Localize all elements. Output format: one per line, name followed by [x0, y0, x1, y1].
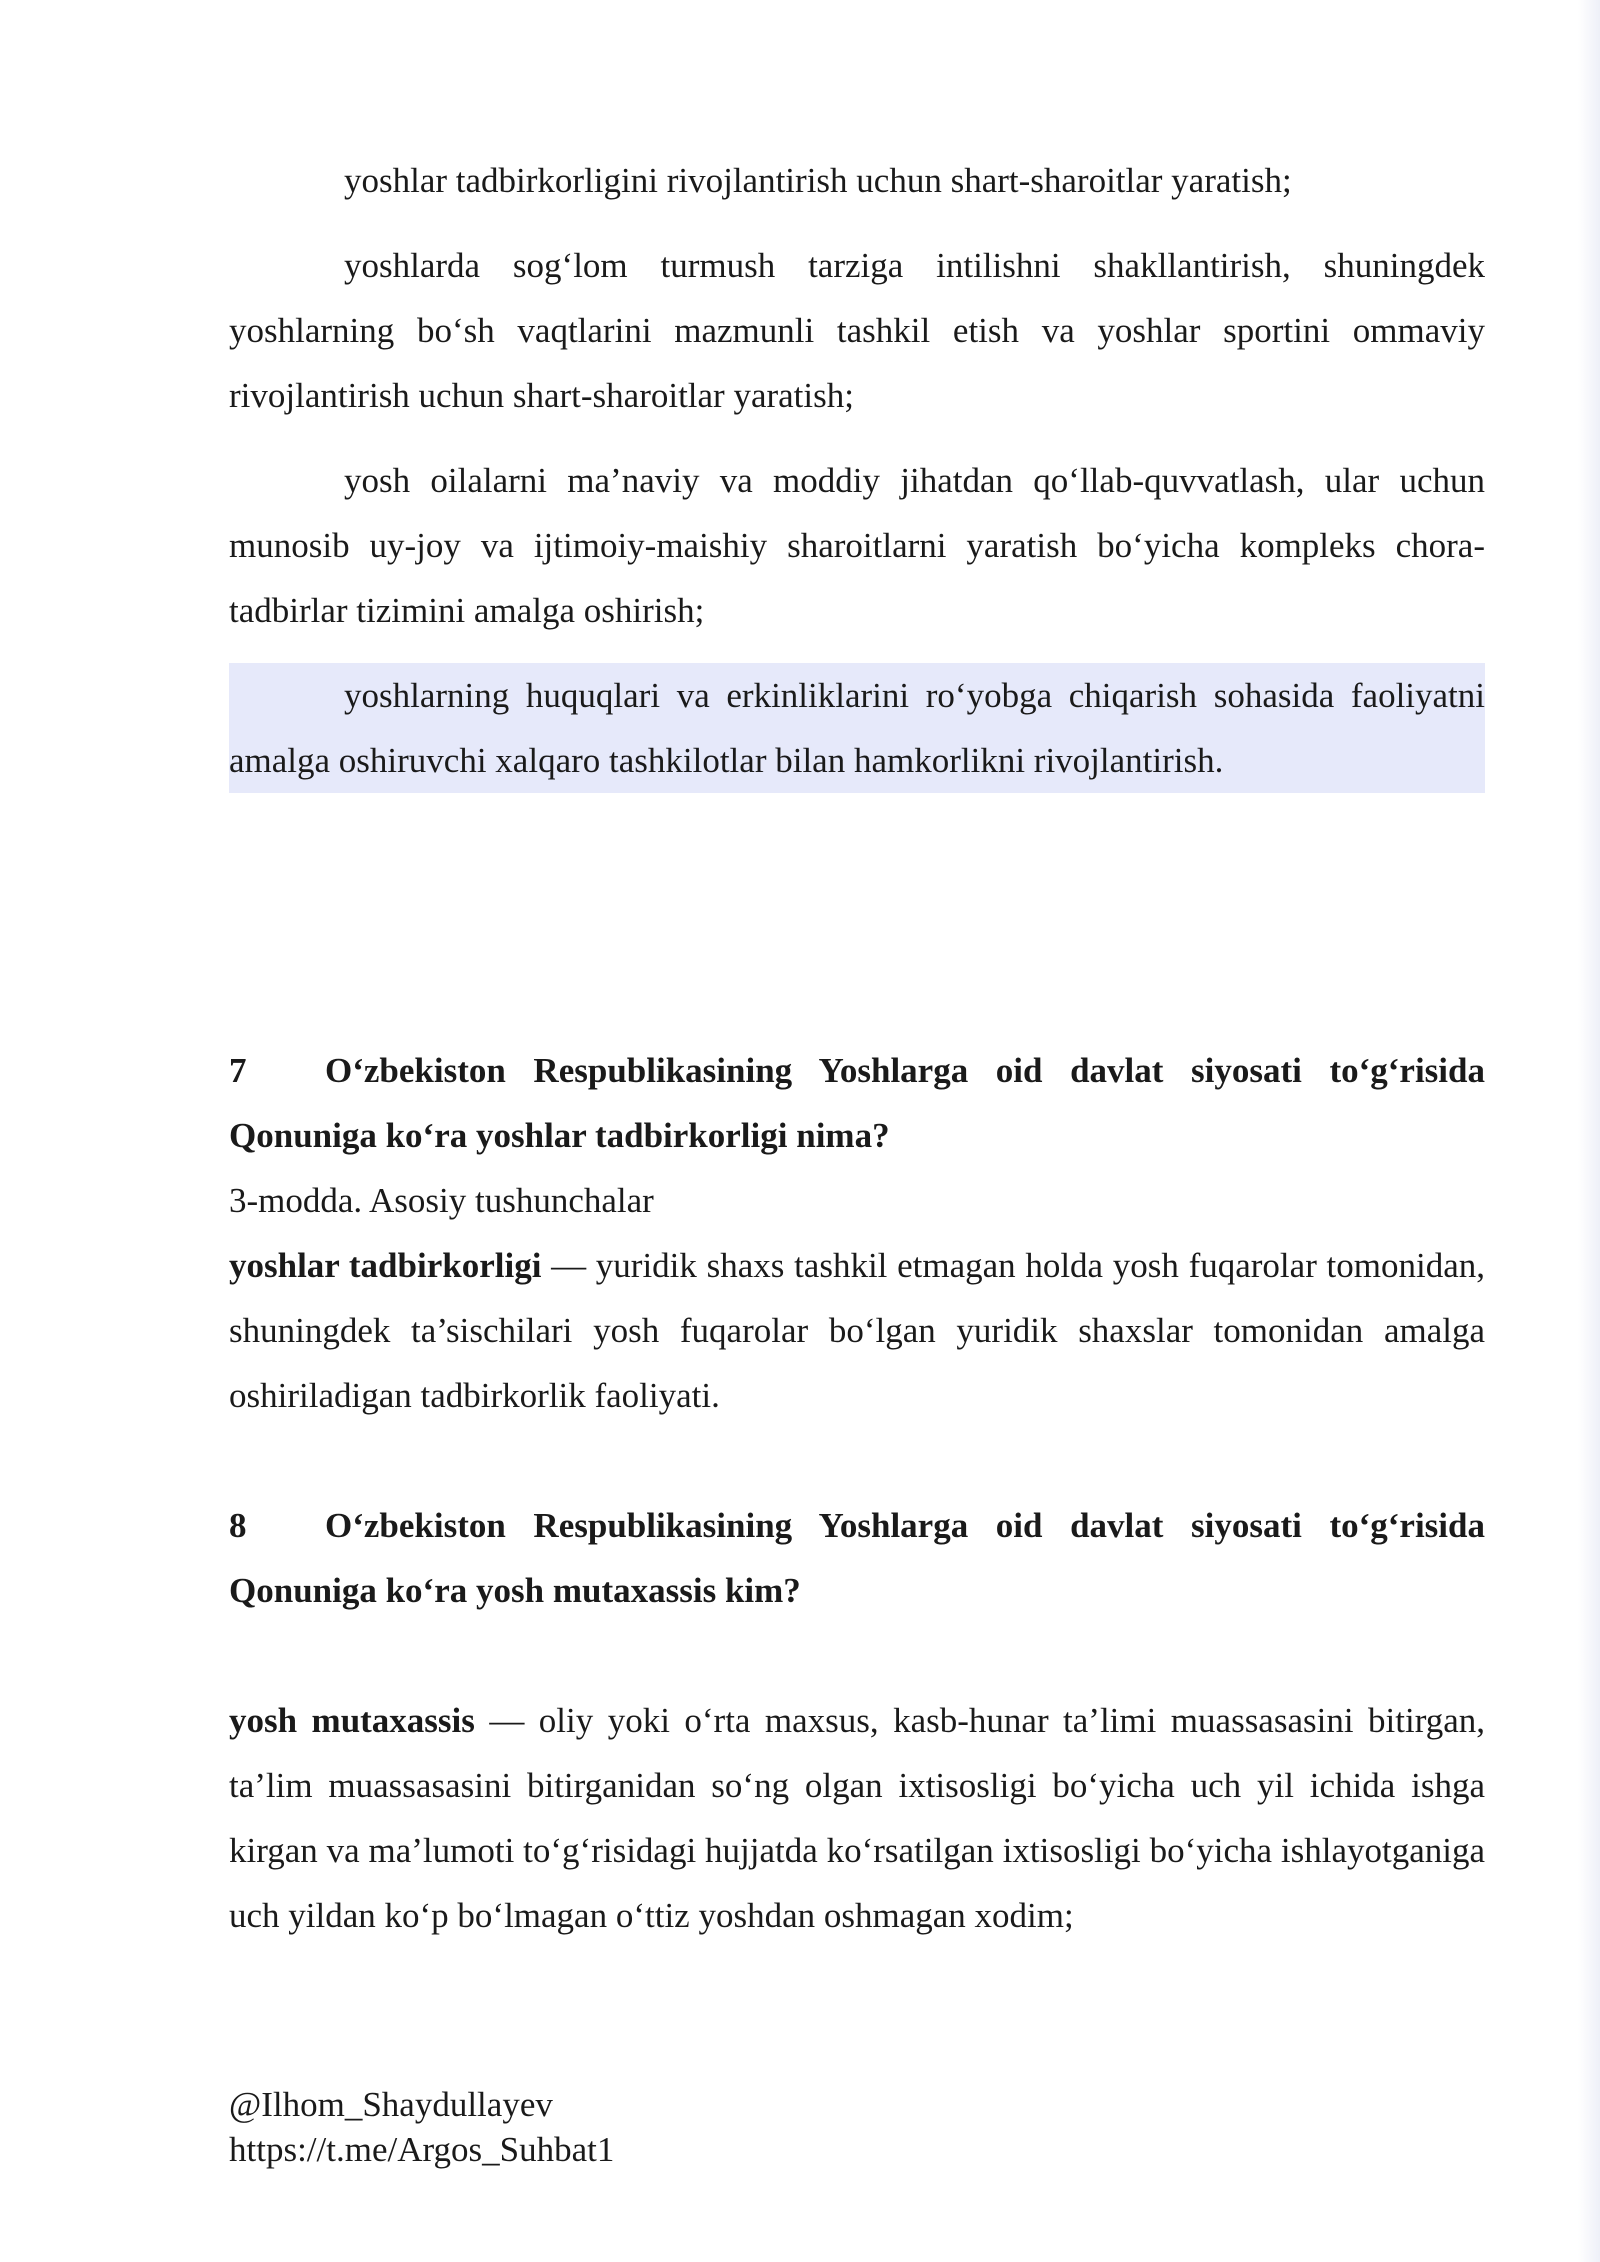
definition-text: — yuridik shaxs tashkil etmagan holda yosh fuqarolar tomonidan, shuningdek ta’sischilari yosh fuqarolar bo‘lgan yuridik shaxslar tomonidan amalga oshiriladigan tadbirkorlik faoliyati.: [229, 1246, 1485, 1415]
question-7-text: O‘zbekiston Respublikasining Yoshlarga oid davlat siyosati to‘g‘risida Qonuniga ko‘ra yoshlar tadbirkorligi nima?: [229, 1051, 1485, 1155]
footer-link[interactable]: https://t.me/Argos_Suhbat1: [229, 2130, 615, 2169]
section-gap: [229, 1623, 1485, 1688]
question-7: [229, 1038, 1485, 1168]
definition-youth-entrepreneurship: [229, 1233, 1485, 1428]
question-8-number: 8: [229, 1506, 247, 1545]
paragraph-young-families: yosh oilalarni ma’naviy va moddiy jihatdan qo‘llab-quvvatlash, ular uchun munosib uy-joy va ijtimoiy-maishiy sharoitlarni yaratish bo‘yicha kompleks chora-tadbirlar tizimini amalga oshirish;: [229, 461, 1485, 630]
definition-term: yosh mutaxassis: [229, 1701, 475, 1740]
question-8-text: O‘zbekiston Respublikasining Yoshlarga oid davlat siyosati to‘g‘risida Qonuniga ko‘ra yosh mutaxassis kim?: [229, 1506, 1485, 1610]
footer-handle: @Ilhom_Shaydullayev: [229, 2085, 553, 2124]
paragraph-healthy-lifestyle: yoshlarda sog‘lom turmush tarziga intilishni shakllantirish, shuningdek yoshlarning bo‘sh vaqtlarini mazmunli tashkil etish va yoshlar sportini ommaviy rivojlantirish uchun shart-sharoitlar yaratish;: [229, 246, 1485, 415]
section-gap: [229, 813, 1485, 1038]
question-7-number: 7: [229, 1051, 247, 1090]
question-8: [229, 1493, 1485, 1623]
page-edge-shade: [1578, 0, 1600, 2262]
paragraph-youth-entrepreneurship-conditions: yoshlar tadbirkorligini rivojlantirish uchun shart-sharoitlar yaratish;: [344, 161, 1292, 200]
definition-text: — oliy yoki o‘rta maxsus, kasb-hunar ta’limi muassasasini bitirgan, ta’lim muassasasini bitirganidan so‘ng olgan ixtisosligi bo‘yicha uch yil ichida ishga kirgan va ma’lumoti to‘g‘risidagi hujjatda ko‘rsatilgan ixtisosligi bo‘yicha ishlayotganiga uch yildan ko‘p bo‘lmagan o‘ttiz yoshdan oshmagan xodim;: [229, 1701, 1485, 1935]
article-heading: 3-modda. Asosiy tushunchalar: [229, 1181, 654, 1220]
section-gap: [229, 1428, 1485, 1493]
definition-young-specialist: [229, 1688, 1485, 1948]
paragraph-international-cooperation: yoshlarning huquqlari va erkinliklarini ro‘yobga chiqarish sohasida faoliyatni amalga oshiruvchi xalqaro tashkilotlar bilan hamkorlikni rivojlantirish.: [229, 663, 1485, 793]
definition-term: yoshlar tadbirkorligi: [229, 1246, 542, 1285]
document-body: [229, 148, 1485, 1948]
footer: [229, 2082, 614, 2172]
